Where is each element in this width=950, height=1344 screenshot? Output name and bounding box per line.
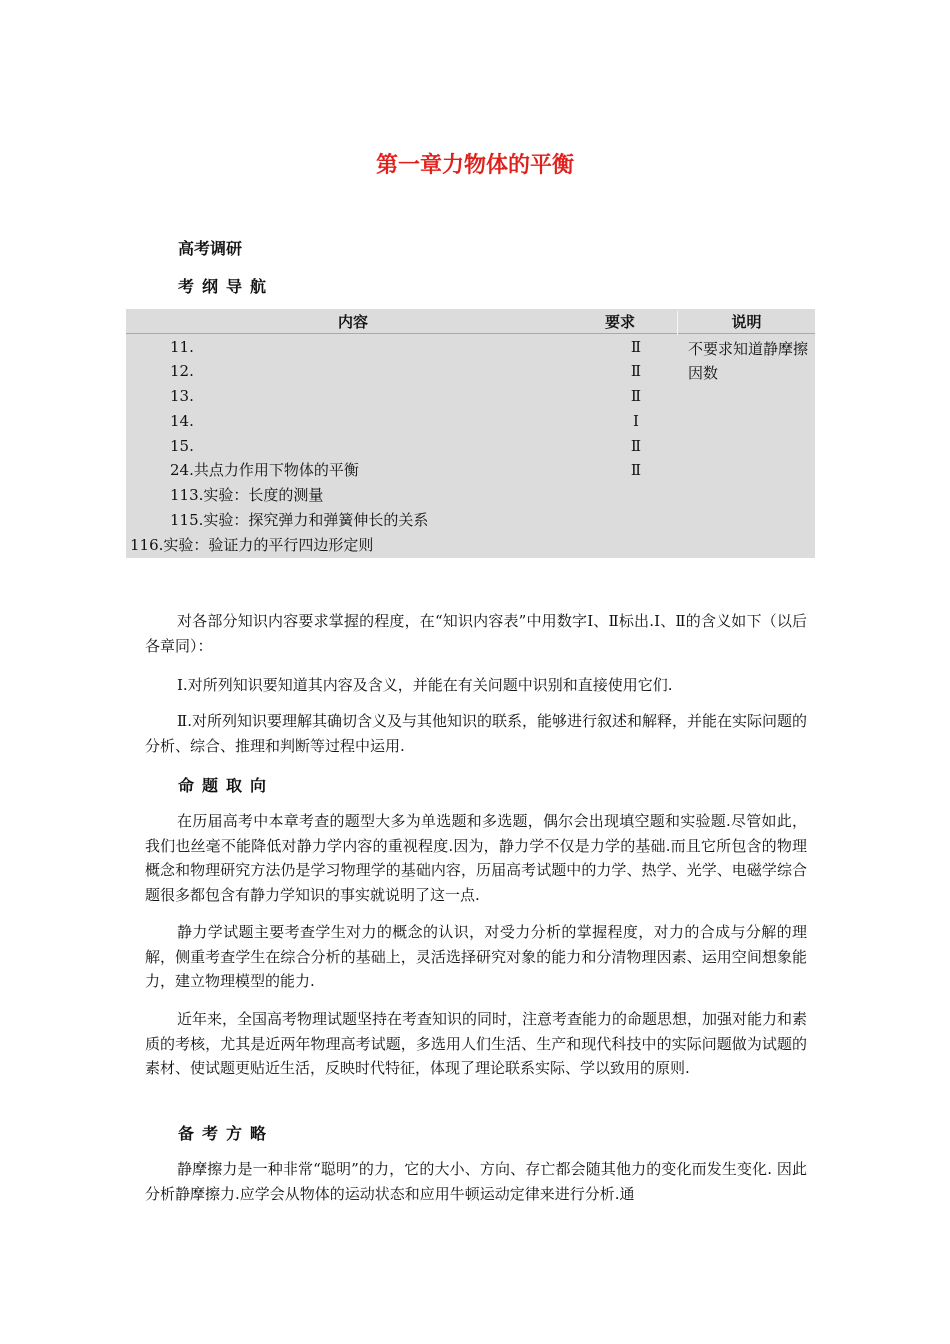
paragraph-level-1: Ⅰ.对所列知识要知道其内容及含义，并能在有关问题中识别和直接使用它们.	[177, 676, 673, 694]
table-row	[126, 483, 815, 507]
row-requirement: Ⅱ	[630, 387, 642, 405]
section-heading-trend: 命题取向	[178, 776, 275, 795]
section-heading-strategy: 备考方略	[178, 1124, 275, 1143]
section-heading-survey: 高考调研	[178, 239, 243, 258]
row-requirement: Ⅰ	[633, 412, 639, 430]
header-content: 内容	[337, 313, 368, 331]
knowledge-table	[126, 309, 815, 558]
row-content: 24.共点力作用下物体的平衡	[170, 461, 359, 479]
row-requirement: Ⅱ	[630, 437, 642, 455]
row-requirement: Ⅱ	[630, 461, 642, 479]
row-content: 11.	[170, 338, 194, 356]
paragraph-levels-intro: 对各部分知识内容要求掌握的程度，在“知识内容表”中用数字Ⅰ、Ⅱ标出.Ⅰ、Ⅱ的含义如下（以后各章同）：	[145, 612, 807, 655]
header-note: 说明	[731, 313, 762, 331]
table-row	[126, 533, 815, 557]
paragraph-trend-1: 在历届高考中本章考查的题型大多为单选题和多选题，偶尔会出现填空题和实验题.尽管如此，我们也丝毫不能降低对静力学内容的重视程度.因为，静力学不仅是力学的基础.而且它所包含的物理概念和物理研究方法仍是学习物理学的基础内容，历届高考试题中的力学、热学、光学、电磁学综合题很多都包含有静力学知识的事实就说明了这一点.	[145, 812, 807, 904]
paragraph-trend-2: 静力学试题主要考查学生对力的概念的认识，对受力分析的掌握程度，对力的合成与分解的理解，侧重考查学生在综合分析的基础上，灵活选择研究对象的能力和分清物理因素、运用空间想象能力，建立物理模型的能力.	[145, 923, 807, 990]
table-row	[126, 409, 815, 433]
row-content: 116.实验：验证力的平行四边形定则	[130, 536, 374, 554]
header-requirement: 要求	[604, 313, 635, 331]
table-note: 不要求知道静摩擦因数	[688, 340, 809, 382]
row-content: 113.实验：长度的测量	[170, 486, 324, 504]
row-content: 12.	[170, 362, 194, 380]
table-header	[126, 309, 815, 334]
row-content: 115.实验：探究弹力和弹簧伸长的关系	[170, 511, 429, 529]
table-row	[126, 384, 815, 408]
page-title: 第一章力物体的平衡	[375, 153, 574, 178]
table-row	[126, 458, 815, 482]
section-heading-syllabus: 考纲导航	[178, 277, 275, 296]
table-row	[126, 434, 815, 458]
paragraph-level-2: Ⅱ.对所列知识要理解其确切含义及与其他知识的联系，能够进行叙述和解释，并能在实际问题的分析、综合、推理和判断等过程中运用.	[145, 712, 807, 755]
table-row	[126, 508, 815, 532]
row-content: 13.	[170, 387, 194, 405]
row-content: 14.	[170, 412, 194, 430]
row-requirement: Ⅱ	[630, 338, 642, 356]
row-requirement: Ⅱ	[630, 362, 642, 380]
paragraph-trend-3: 近年来，全国高考物理试题坚持在考查知识的同时，注意考查能力的命题思想，加强对能力和素质的考核，尤其是近两年物理高考试题，多选用人们生活、生产和现代科技中的实际问题做为试题的素材、使试题更贴近生活，反映时代特征，体现了理论联系实际、学以致用的原则.	[145, 1010, 808, 1077]
row-content: 15.	[170, 437, 194, 455]
paragraph-strategy-1: 静摩擦力是一种非常“聪明”的力，它的大小、方向、存亡都会随其他力的变化而发生变化. 因此分析静摩擦力.应学会从物体的运动状态和应用牛顿运动定律来进行分析.通	[145, 1160, 807, 1203]
